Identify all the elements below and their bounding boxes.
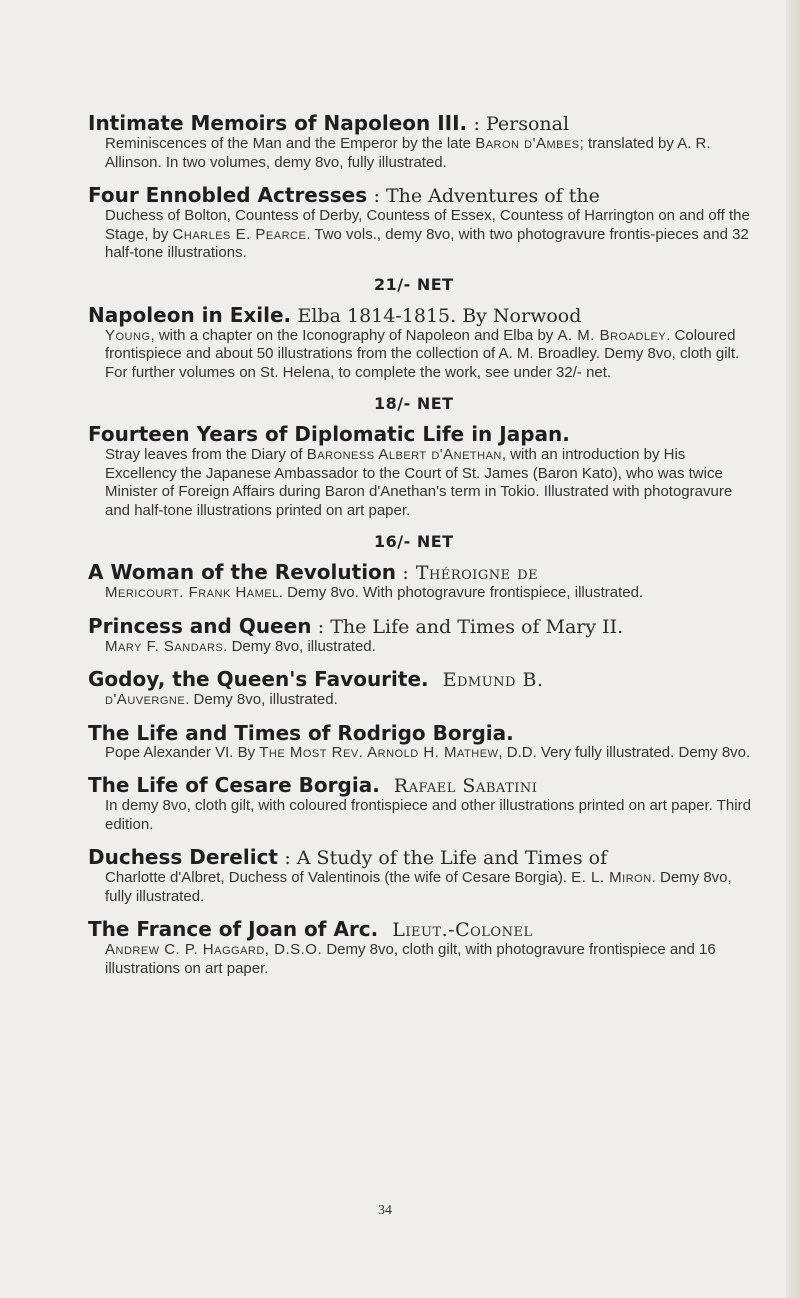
book-title: Napoleon in Exile. bbox=[88, 302, 292, 327]
book-title: Four Ennobled Actresses bbox=[88, 183, 368, 207]
book-title: Intimate Memoirs of Napoleon III. bbox=[88, 111, 468, 135]
book-description: In demy 8vo, cloth gilt, with coloured frontispiece and other illustrations printed on art paper. Third edition. bbox=[105, 797, 751, 833]
book-entry bbox=[88, 774, 756, 834]
book-author: Rafael Sabatini bbox=[393, 775, 538, 797]
book-subtitle: : A Study of the Life and Times of bbox=[284, 847, 608, 869]
book-entry bbox=[88, 112, 756, 172]
book-description: Stray leaves from the Diary of Baroness Albert d'Anethan, with an introduction by His Excellency the Japanese Ambassador to the Court of St. James (Baron Kato), who was twice Minister of Foreign Affairs during Baron d'Anethan's term in Tokio. Illustrated with photogravure and half-tone illustrations printed on art paper. bbox=[105, 446, 733, 519]
book-entry bbox=[88, 423, 756, 520]
book-title: The Life and Times of Rodrigo Borgia. bbox=[88, 720, 514, 745]
price-heading: 21/- NET bbox=[374, 274, 454, 294]
book-entry bbox=[88, 304, 756, 383]
book-title: The France of Joan of Arc. bbox=[88, 917, 379, 941]
book-description: d'Auvergne. Demy 8vo, illustrated. bbox=[105, 691, 338, 708]
book-description: Mary F. Sandars. Demy 8vo, illustrated. bbox=[105, 637, 376, 655]
book-entry bbox=[88, 561, 756, 603]
book-title: Godoy, the Queen's Favourite. bbox=[88, 667, 429, 691]
book-subtitle: : The Life and Times of Mary II. bbox=[317, 615, 624, 638]
book-description: Pope Alexander VI. By The Most Rev. Arnold H. Mathew, D.D. Very fully illustrated. Demy 8vo. bbox=[105, 743, 751, 761]
book-entry bbox=[88, 615, 756, 657]
book-title: The Life of Cesare Borgia. bbox=[88, 773, 380, 797]
book-subtitle: : Personal bbox=[473, 113, 570, 135]
book-subtitle: : Théroigne de bbox=[402, 562, 539, 584]
book-description: Reminiscences of the Man and the Emperor by the late Baron d'Ambes; translated by A. R. Allinson. In two volumes, demy 8vo, fully illustrated. bbox=[105, 135, 711, 171]
book-description: Andrew C. P. Haggard, D.S.O. Demy 8vo, cloth gilt, with photogravure frontispiece and 16 illustrations on art paper. bbox=[105, 941, 716, 977]
book-author: Lieut.-Colonel bbox=[392, 919, 533, 941]
book-entry bbox=[88, 668, 756, 710]
book-description: Mericourt. Frank Hamel. Demy 8vo. With photogravure frontispiece, illustrated. bbox=[105, 584, 644, 601]
book-subtitle: : The Adventures of the bbox=[373, 185, 600, 207]
book-description: Charlotte d'Albret, Duchess of Valentinois (the wife of Cesare Borgia). E. L. Miron. Demy 8vo, fully illustrated. bbox=[105, 869, 732, 905]
price-heading: 16/- NET bbox=[374, 532, 454, 551]
price-heading: 18/- NET bbox=[374, 394, 454, 413]
book-author: Edmund B. bbox=[442, 669, 544, 691]
book-entry bbox=[88, 918, 756, 978]
book-entry bbox=[88, 846, 756, 906]
page-number: 34 bbox=[378, 1203, 392, 1218]
book-title: Duchess Derelict bbox=[88, 845, 278, 869]
page-edge bbox=[786, 0, 800, 1298]
book-title: Princess and Queen bbox=[88, 613, 312, 638]
book-description: Young, with a chapter on the Iconography of Napoleon and Elba by A. M. Broadley. Coloured frontispiece and about 50 illustrations from the collection of A. M. Broadley. Demy 8vo, cloth gilt. For further volumes on St. Helena, to complete the work, see under 32/- net. bbox=[105, 326, 740, 381]
book-title: A Woman of the Revolution bbox=[88, 560, 397, 584]
book-description: Duchess of Bolton, Countess of Derby, Countess of Essex, Countess of Harrington on and off the Stage, by Charles E. Pearce. Two vols., demy 8vo, with two photogravure frontis-pieces and 32 half-tone illustrations. bbox=[105, 207, 750, 261]
catalogue-page bbox=[88, 112, 756, 990]
book-title: Fourteen Years of Diplomatic Life in Japan. bbox=[88, 422, 570, 446]
book-entry bbox=[88, 722, 756, 763]
book-subtitle: Elba 1814-1815. By Norwood bbox=[297, 304, 582, 327]
book-entry bbox=[88, 184, 756, 263]
